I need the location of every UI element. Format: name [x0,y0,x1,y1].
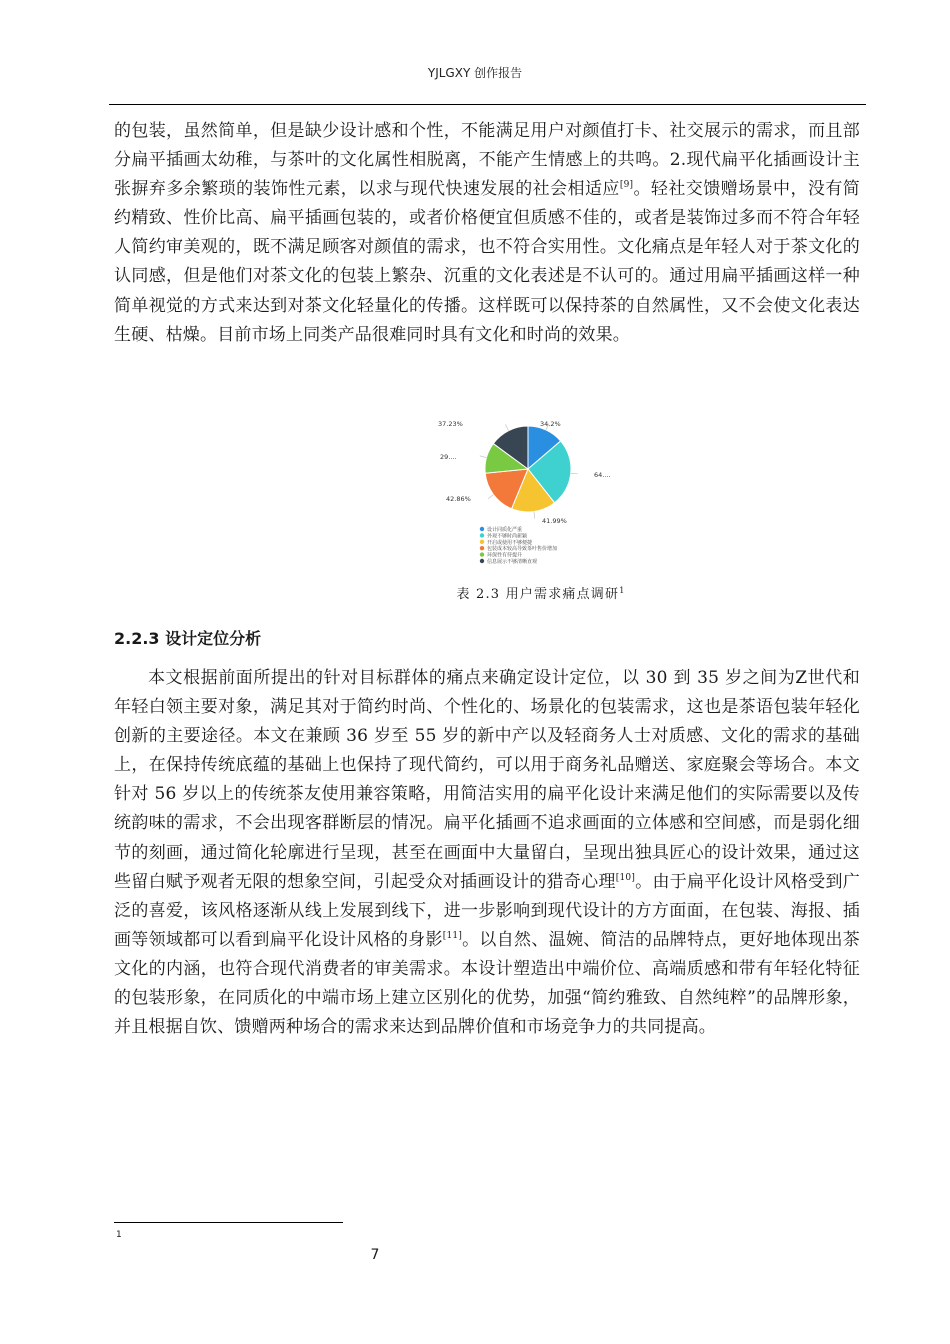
body-paragraph-2 [114,664,860,1042]
header-divider [109,104,866,105]
paragraph-text: 。由于扁平化设计风格受到广泛的喜爱，该风格逐渐从线上发展到线下，进一步影响到现代设计的方方面面，在包装、海报、插画等领域都可以看到扁平化设计风格的身影 [114,871,860,950]
legend-label: 信息展示不够清晰直观 [487,559,538,565]
pie-leader-line [534,512,535,519]
legend-label: 开启或使用不够便捷 [487,539,533,546]
footnote-mark: 1 [116,1230,122,1240]
paragraph-text: 。轻社交馈赠场景中，没有简约精致、性价比高、扁平插画包装的，或者价格便宜但质感不佳的，或者是装饰过多而不符合年轻人简约审美观的，既不满足顾客对颜值的需求，也不符合实用性。文化痛点是年轻人对于茶文化的认同感，但是他们对茶文化的包装上繁杂、沉重的文化表述是不认可的。通过用扁平插画这样一种简单视觉的方式来达到对茶文化轻量化的传播。这样既可以保持茶的自然属性，又不会使文化表达生硬、枯燥。目前市场上同类产品很难同时具有文化和时尚的效果。 [114,179,860,345]
pie-leader-line [480,456,487,458]
legend-label: 环保性有待提升 [487,552,523,559]
pie-slice-label: 37.23% [438,420,463,428]
paragraph-text: 本文根据前面所提出的针对目标群体的痛点来确定设计定位，以 30 到 35 岁之间为Z世代和年轻白领主要对象，满足其对于简约时尚、个性化的、场景化的包装需求，这也是茶语包装年轻化创新的主要途径。本文在兼顾 36 岁至 55 岁的新中产以及轻商务人士对质感、文化的需求的基础上，在保持传统底蕴的基础上也保持了现代简约，可以用于商务礼品赠送、家庭聚会等场合。本文针对 56 岁以上的传统茶友使用兼容策略，用简洁实用的扁平化设计来满足他们的实际需要以及传统韵味的需求，不会出现客群断层的情况。扁平化插画不追求画面的立体感和空间感，而是弱化细节的刻画，通过简化轮廓进行呈现，甚至在画面中大量留白，呈现出独具匠心的设计效果，通过这些留白赋予观者无限的想象空间，引起受众对插画设计的猎奇心理 [114,668,860,892]
pie-slice-label: 29.... [440,453,457,461]
paragraph-text: 的包装，虽然简单，但是缺少设计感和个性，不能满足用户对颜值打卡、社交展示的需求，而且部分扁平插画太幼稚，与茶叶的文化属性相脱离，不能产生情感上的共鸣。2.现代扁平化插画设计主张摒弃多余繁琐的装饰性元素，以求与现代快速发展的社会相适应 [114,121,860,200]
pie-slice-label: 34.2% [540,420,561,428]
pie-slice-label: 42.86% [446,495,471,503]
citation-ref[interactable]: [9] [619,180,634,191]
citation-ref[interactable]: [11] [442,930,463,941]
legend-swatch [480,540,484,544]
legend-swatch [480,533,484,537]
citation-ref[interactable]: [10] [615,872,636,883]
legend-swatch [480,527,484,531]
paragraph-text: 。以自然、温婉、简洁的品牌特点，更好地体现出茶文化的内涵，也符合现代消费者的审美需求。本设计塑造出中端价位、高端质感和带有年轻化特征的包装形象，在同质化的中端市场上建立区别化的优势，加强“简约雅致、自然纯粹”的品牌形象，并且根据自饮、馈赠两种场合的需求来达到品牌价值和市场竞争力的共同提高。 [114,929,860,1038]
pie-leader-line [571,473,578,474]
caption-text: 表 2.3 用户需求痛点调研 [456,587,620,602]
section-heading: 2.2.3 设计定位分析 [114,629,262,648]
legend-label: 设计同质化严重 [487,527,523,533]
footnote-divider [114,1222,343,1223]
pie-leader-line [488,495,494,499]
legend-label: 外观不够时尚新颖 [487,533,528,540]
figure-caption [0,583,950,602]
footnote-ref[interactable]: 1 [619,586,626,595]
pie-leader-line [505,424,508,430]
legend-swatch [480,559,484,563]
pie-chart-svg [422,414,622,580]
pie-chart [422,414,622,580]
pie-slice-label: 41.99% [542,517,567,525]
pie-slice-label: 64.... [594,471,611,479]
page-number: 7 [370,1247,380,1263]
legend-swatch [480,546,484,550]
legend-swatch [480,552,484,556]
body-paragraph-1 [114,117,860,350]
legend-label: 包装成本较高导致茶叶售价增加 [487,546,558,553]
running-header: YJLGXY 创作报告 [427,66,523,80]
